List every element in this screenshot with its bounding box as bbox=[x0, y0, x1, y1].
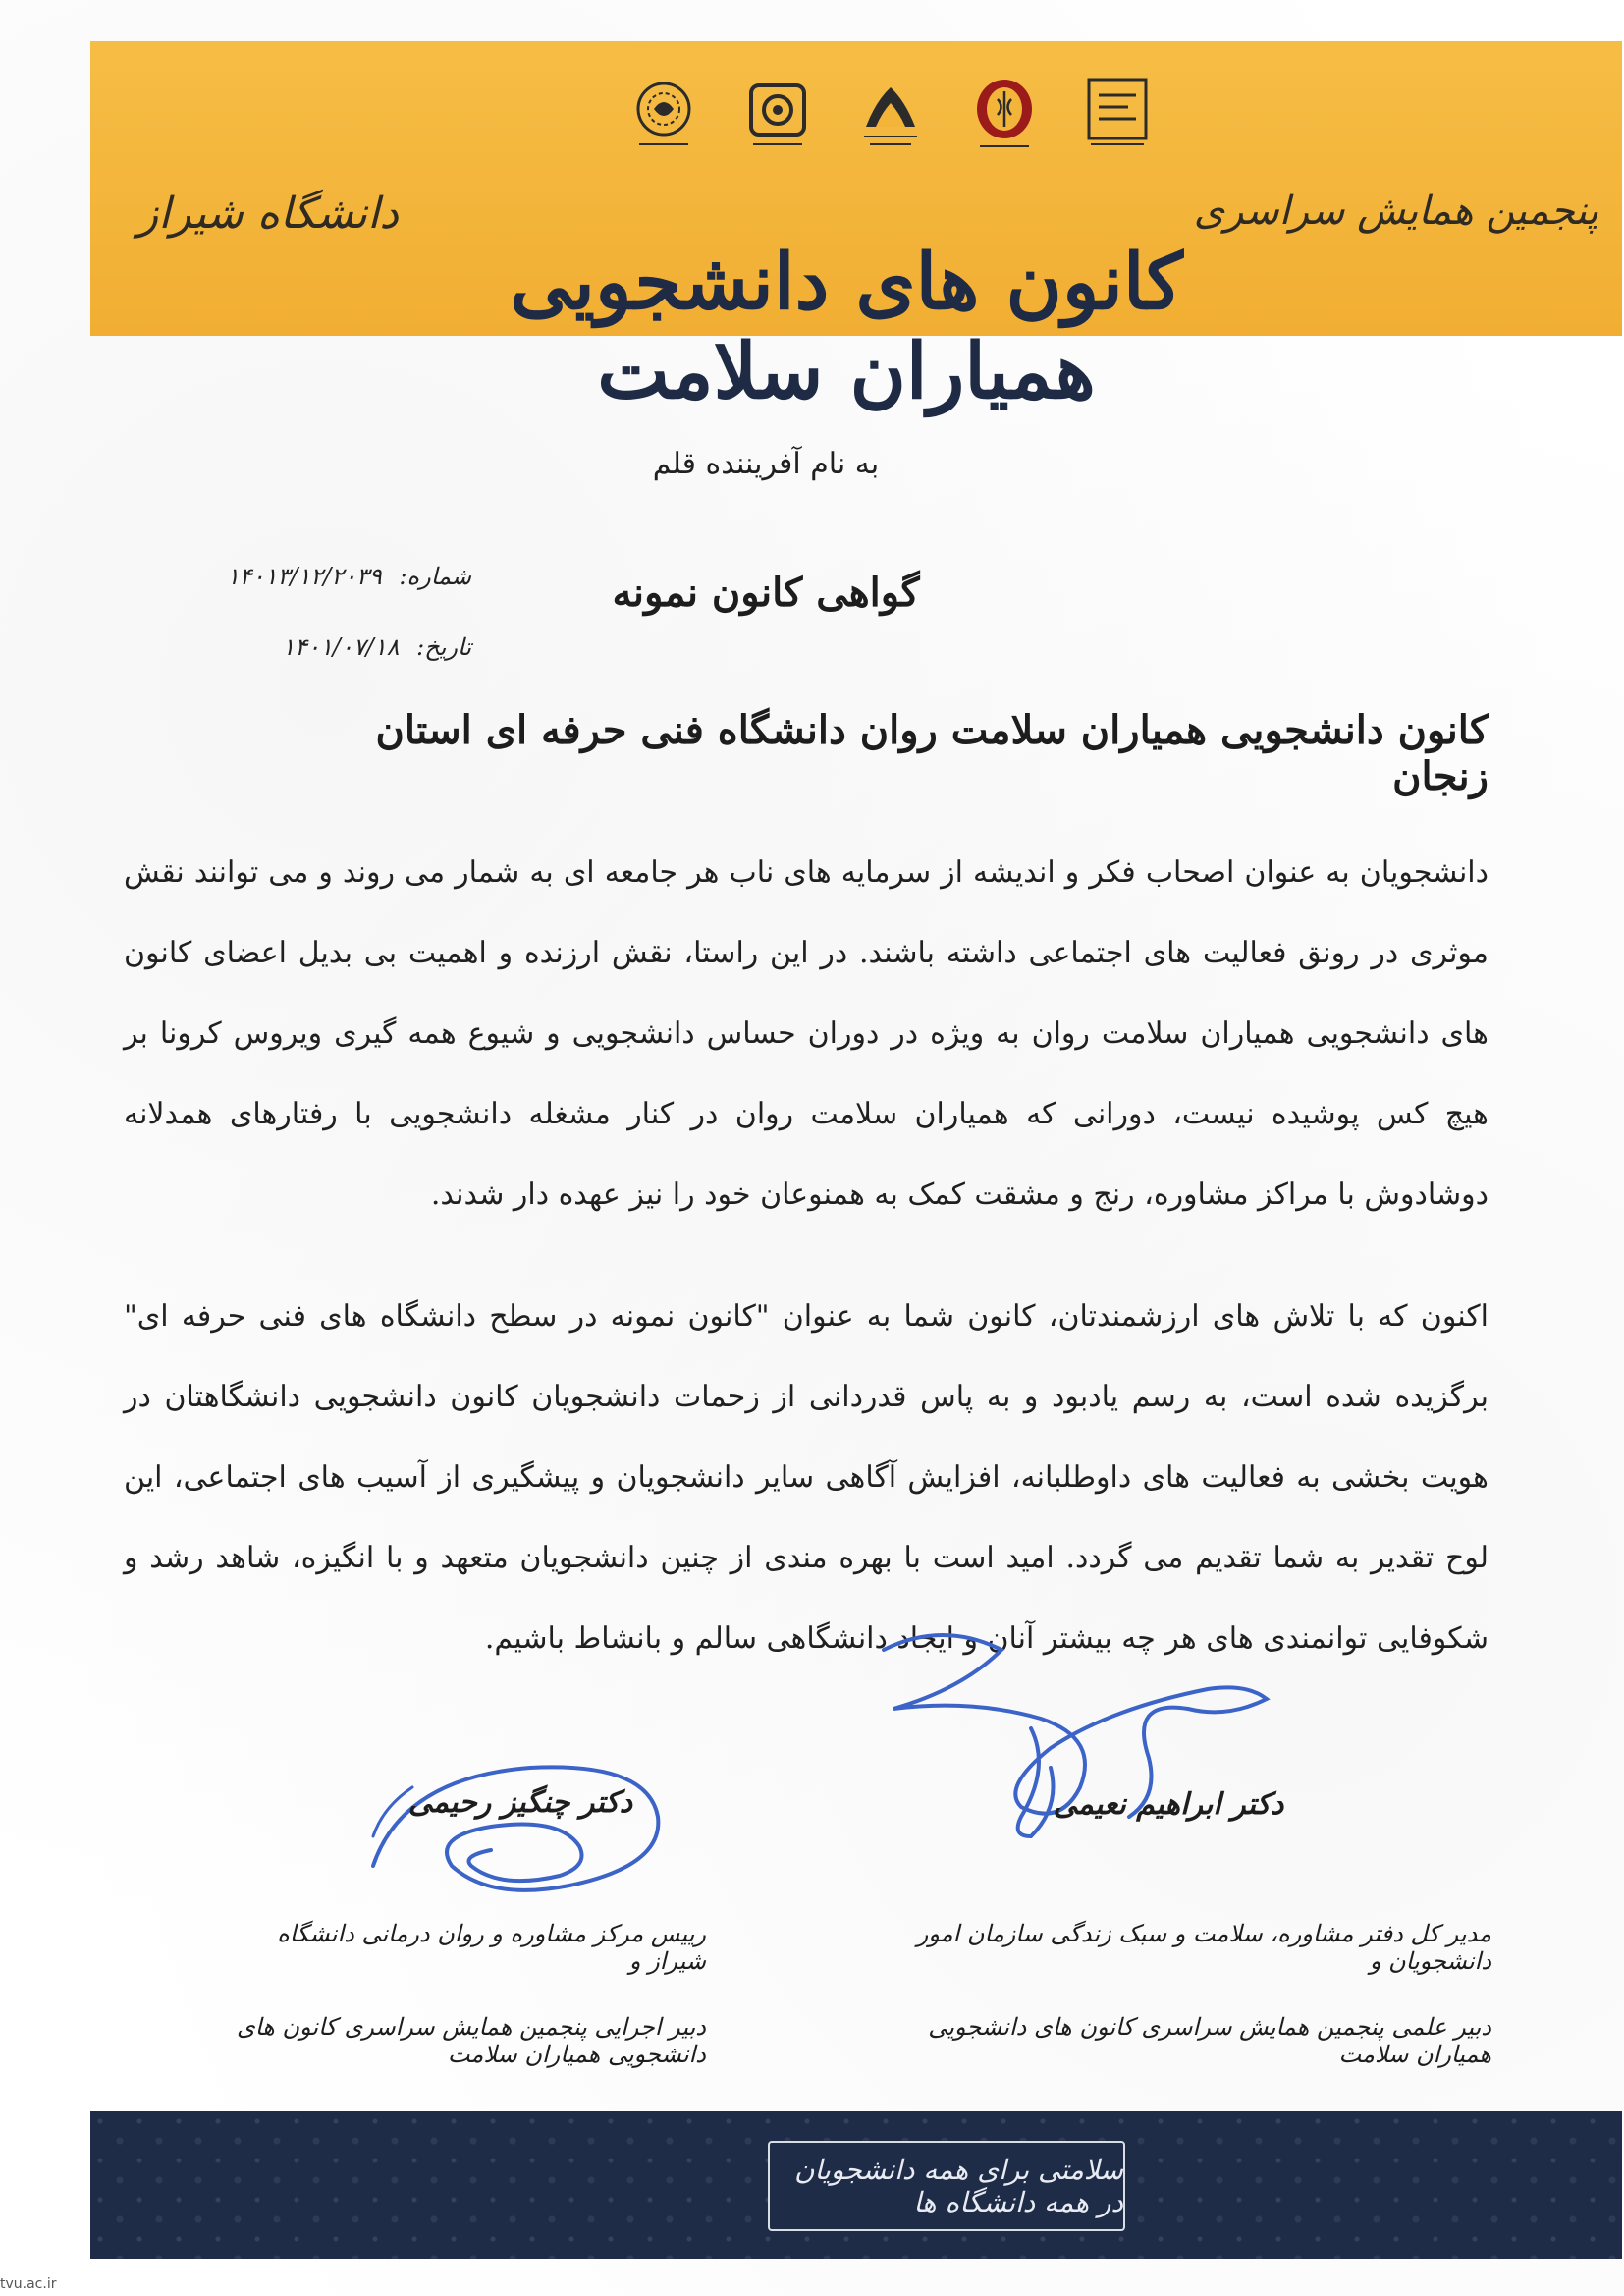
recipient-heading: کانون دانشجویی همیاران سلامت روان دانشگاه فنی حرفه ای استان زنجان bbox=[375, 707, 1489, 799]
signatory-left-name: دکتر چنگیز رحیمی bbox=[407, 1785, 633, 1820]
letter-date bbox=[196, 633, 471, 661]
header-title: کانون های دانشجویی همیاران سلامت bbox=[510, 238, 1183, 416]
body-paragraph: دانشجویان به عنوان اصحاب فکر و اندیشه از سرمایه های ناب هر جامعه ای به شمار می روند و می توانند نقش موثری در رونق فعالیت های اجتماعی داشته باشند. در این راستا، نقش ارزنده و اهمیت بی بدیل اعضای کانون های دانشجویی همیاران سلامت روان به ویژه در دوران حساس دانشجویی و شیوع همه گیری ویروس کرونا بر هیچ کس پوشیده نیست، دورانی که همیاران سلامت روان در کنار مشغله دانشجویی با رفتارهای همدلانه دوشادوش با مراکز مشاوره، رنج و مشقت کمک به همنوعان خود را نیز عهده دار شدند. bbox=[124, 855, 1489, 1212]
letter-number-value: ۱۴۰۱۳/۱۲/۲۰۳۹ bbox=[226, 563, 382, 590]
letter-date-value: ۱۴۰۱/۰۷/۱۸ bbox=[282, 633, 400, 661]
shiraz-university-logo-icon bbox=[852, 66, 929, 164]
footer-slogan: سلامتی برای همه دانشجویان در همه دانشگاه ها bbox=[768, 2141, 1125, 2231]
signature-left-icon bbox=[353, 1748, 677, 1915]
header-university-label: دانشگاه شیراز bbox=[137, 189, 399, 239]
letter-number bbox=[196, 563, 471, 590]
signatory-right-title: مدیر کل دفتر مشاوره، سلامت و سبک زندگی سازمان امور دانشجویان و bbox=[916, 1920, 1491, 1975]
certificate-title: گواهی کانون نمونه bbox=[612, 570, 920, 616]
signatory-right-name: دکتر ابراهیم نعیمی bbox=[1053, 1787, 1284, 1822]
letter-number-label: شماره: bbox=[399, 563, 471, 590]
university-logo-1-icon bbox=[1079, 66, 1156, 164]
student-affairs-logo-icon bbox=[625, 66, 702, 164]
camera-logo-icon bbox=[739, 66, 816, 164]
footer-band bbox=[90, 2111, 1622, 2259]
header-conference-label: پنجمین همایش سراسری bbox=[1193, 189, 1598, 234]
site-watermark: tvu.ac.ir bbox=[0, 2276, 57, 2292]
body-paragraph: اکنون که با تلاش های ارزشمندتان، کانون شما به عنوان "کانون نمونه در سطح دانشگاه های فنی حرفه ای" برگزیده شده است، به رسم یادبود و به پاس قدردانی از زحمات دانشجویان کانون دانشجویی دانشگاهتان در هویت بخشی به فعالیت های داوطلبانه، افزایش آگاهی سایر دانشجویان و پیشگیری از آسیب های اجتماعی، این لوح تقدیر به شما تقدیم می گردد. امید است با بهره مندی از چنین دانشجویان متعهد و با انگیزه، شاهد رشد و شکوفایی توانمندی های هر چه بیشتر آنان و ایجاد دانشگاهی سالم و بانشاط باشیم. bbox=[124, 1299, 1489, 1656]
ministry-logo-icon bbox=[966, 66, 1043, 164]
header-band bbox=[90, 41, 1622, 416]
signatory-right-role: دبیر علمی پنجمین همایش سراسری کانون های دانشجویی همیاران سلامت bbox=[928, 2013, 1491, 2068]
signatory-left-title: رییس مرکز مشاوره و روان درمانی دانشگاه شیراز و bbox=[277, 1920, 706, 1975]
basmala: به نام آفریننده قلم bbox=[652, 447, 880, 481]
logo-row bbox=[625, 61, 1156, 169]
signatory-left-role: دبیر اجرایی پنجمین همایش سراسری کانون های دانشجویی همیاران سلامت bbox=[237, 2013, 706, 2068]
letter-date-label: تاریخ: bbox=[416, 633, 471, 661]
